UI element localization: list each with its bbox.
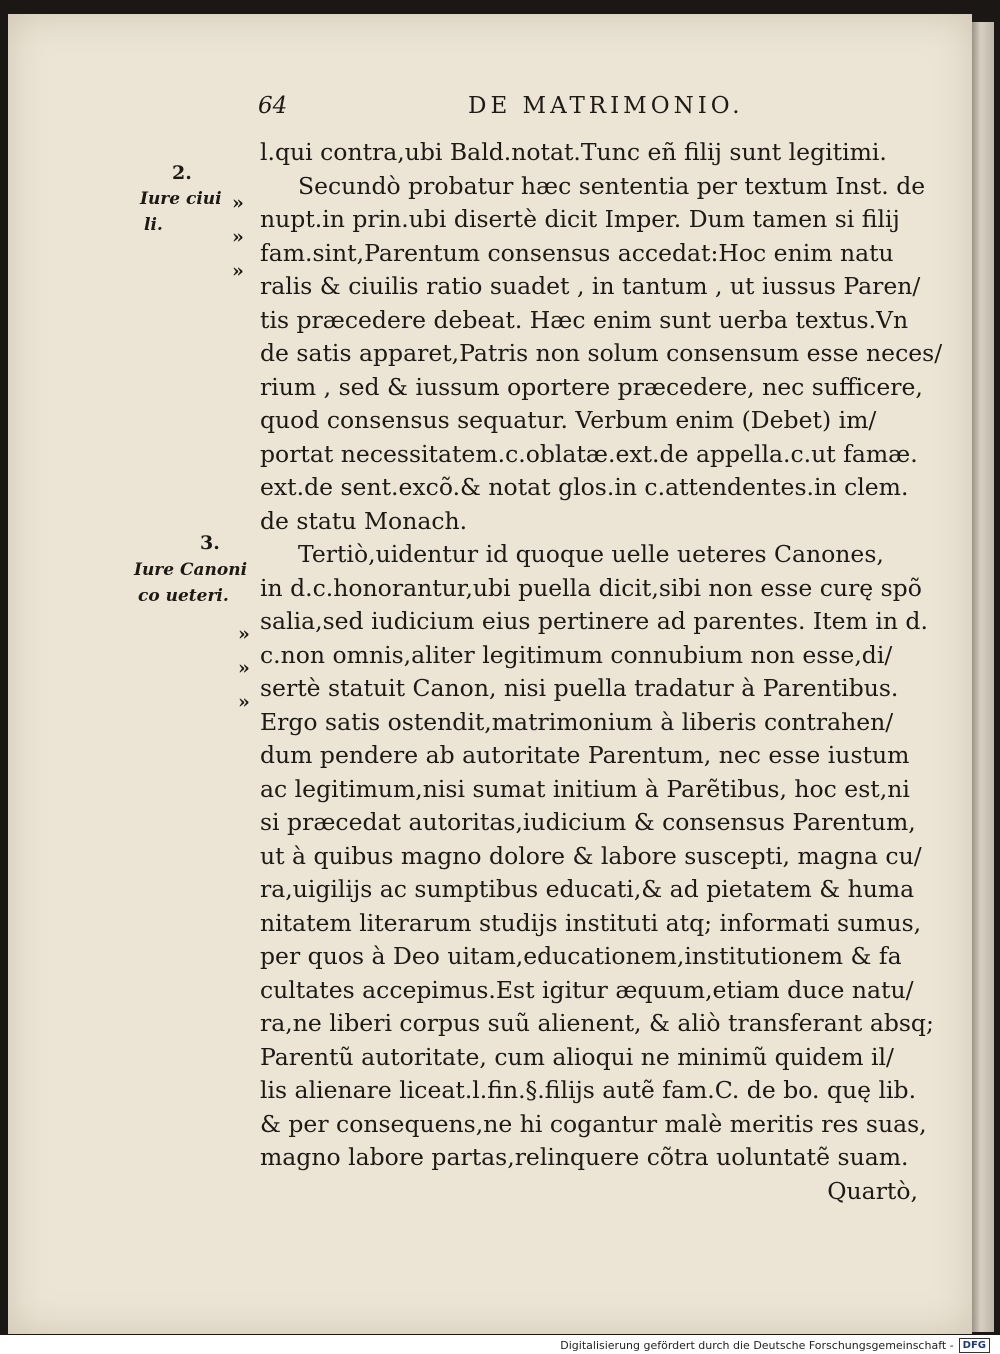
text-line: ac legitimum,nisi sumat initium à Parẽtibus, hoc est,ni xyxy=(260,774,910,803)
quote-mark: » xyxy=(238,623,250,645)
text-line: sertè statuit Canon, nisi puella tradatur à Parentibus. xyxy=(260,674,899,702)
text-line: Secundò probatur hæc sententia per textum Inst. de xyxy=(298,171,926,200)
text-line: Parentũ autoritate, cum alioqui ne minimũ quidem il/ xyxy=(260,1042,894,1071)
text-line: salia,sed iudicium eius pertinere ad parentes. Item in d. xyxy=(260,607,928,635)
text-line: per quos à Deo uitam,educationem,institutionem & fa xyxy=(260,942,902,970)
text-line: ralis & ciuilis ratio suadet , in tantum , ut iussus Paren/ xyxy=(260,272,921,300)
text-line: de satis apparet,Patris non solum consensum esse neces/ xyxy=(260,339,943,367)
text-line: ut à quibus magno dolore & labore suscepti, magna cu/ xyxy=(260,841,922,870)
quote-mark: » xyxy=(238,657,250,679)
text-line: ext.de sent.excõ.& notat glos.in c.attendentes.in clem. xyxy=(260,473,909,501)
text-line: in d.c.honorantur,ubi puella dicit,sibi non esse curę spõ xyxy=(260,573,922,602)
text-line: nitatem literarum studijs instituti atq; informati sumus, xyxy=(260,908,922,937)
dfg-logo: DFG xyxy=(959,1338,990,1353)
text-line: tis præcedere debeat. Hæc enim sunt uerba textus.Vn xyxy=(260,305,909,334)
text-line: de statu Monach. xyxy=(260,506,468,535)
main-text xyxy=(260,136,943,1208)
text-line: si præcedat autoritas,iudicium & consensus Parentum, xyxy=(260,808,916,836)
margin-gloss-ius-canonicum: Iure Canoni co ueteri. xyxy=(134,560,248,606)
book-edge xyxy=(972,22,994,1332)
running-title: DE MATRIMONIO. xyxy=(468,93,744,119)
text-line: dum pendere ab autoritate Parentum, nec esse iustum xyxy=(260,741,910,769)
text-line: l.qui contra,ubi Bald.notat.Tunc eñ filij sunt legitimi. xyxy=(260,138,887,166)
margin-number-3: 3. xyxy=(200,532,220,554)
text-line: Ergo satis ostendit,matrimonium à liberis contrahen/ xyxy=(260,707,894,736)
text-line: fam.sint,Parentum consensus accedat:Hoc enim natu xyxy=(260,238,894,267)
page-number: 64 xyxy=(258,93,288,119)
text-line: rium , sed & iussum oportere præcedere, nec sufficere, xyxy=(260,372,923,401)
text-line: ra,ne liberi corpus suũ alienent, & aliò transferant absq; xyxy=(260,1009,934,1037)
quote-mark: » xyxy=(232,260,244,282)
quote-mark: » xyxy=(232,226,244,248)
text-line: & per consequens,ne hi cogantur malè meritis res suas, xyxy=(260,1109,927,1138)
text-line: c.non omnis,aliter legitimum connubium non esse,di/ xyxy=(260,640,893,669)
catchword: Quartò, xyxy=(827,1176,918,1205)
text-line: ra,uigilijs ac sumptibus educati,& ad pietatem & huma xyxy=(260,875,915,903)
digitization-footer xyxy=(560,1337,990,1354)
text-line: portat necessitatem.c.oblatæ.ext.de appella.c.ut famæ. xyxy=(260,439,918,468)
text-line: nupt.in prin.ubi disertè dicit Imper. Dum tamen si filij xyxy=(260,205,900,233)
text-line: lis alienare liceat.l.fin.§.filijs autẽ fam.C. de bo. quę lib. xyxy=(260,1076,917,1104)
margin-number-2: 2. xyxy=(172,162,192,184)
quote-mark: » xyxy=(232,192,244,214)
text-line: Tertiò,uidentur id quoque uelle ueteres Canones, xyxy=(298,540,884,568)
margin-gloss-ius-civile: Iure ciui li. xyxy=(140,189,222,235)
page-header xyxy=(258,93,938,127)
quote-mark: » xyxy=(238,691,250,713)
text-line: cultates accepimus.Est igitur æquum,etiam duce natu/ xyxy=(260,975,914,1004)
text-line: quod consensus sequatur. Verbum enim (Debet) im/ xyxy=(260,406,877,434)
digitization-credit: Digitalisierung gefördert durch die Deutsche Forschungsgemeinschaft - xyxy=(560,1339,954,1352)
text-line: magno labore partas,relinquere cõtra uoluntatẽ suam. xyxy=(260,1143,909,1171)
